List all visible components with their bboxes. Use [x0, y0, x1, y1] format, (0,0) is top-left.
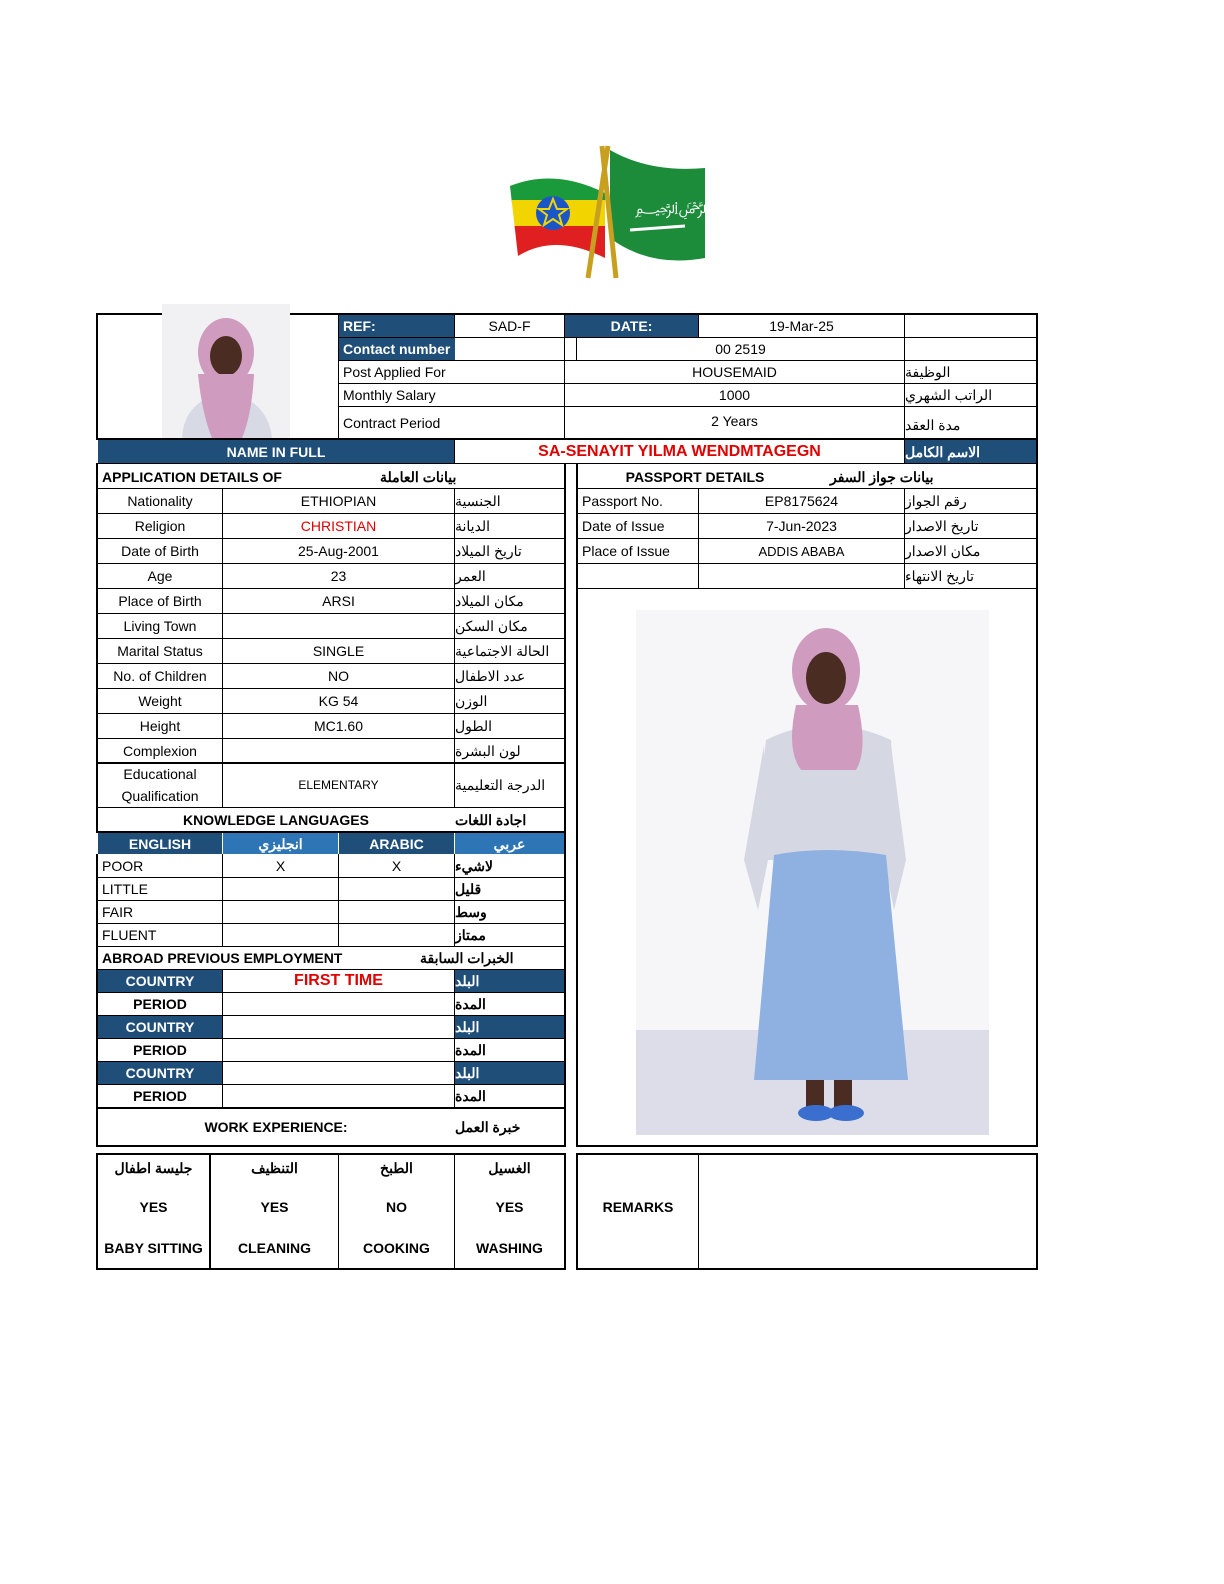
passport-row-label: Date of Issue — [582, 518, 665, 534]
contact-label: Contact number — [339, 338, 455, 360]
svg-text:﷽: ﷽ — [635, 198, 758, 217]
passport-row-value: ADDIS ABABA — [758, 543, 845, 559]
arabic-level-mark — [339, 878, 454, 900]
arabic-header: ARABIC — [339, 833, 454, 854]
country-value — [223, 1016, 454, 1038]
application-row-label-ar: الطول — [455, 718, 493, 734]
contract-value: 2 Years — [711, 413, 758, 429]
skill-label-ar: التنظيف — [251, 1160, 298, 1176]
salary-label: Monthly Salary — [343, 387, 436, 403]
skill-label-ar: الطبخ — [380, 1160, 413, 1176]
application-row-label-ar: مكان الميلاد — [455, 593, 524, 609]
employment-title-ar: الخبرات السابقة — [420, 950, 514, 966]
education-label — [98, 763, 222, 807]
remarks-field[interactable] — [699, 1155, 1036, 1268]
english-level-mark: X — [275, 858, 286, 874]
application-row-label-ar: تاريخ الميلاد — [455, 543, 522, 559]
application-row-label: Religion — [134, 518, 186, 534]
application-row-value: ARSI — [322, 593, 355, 609]
period-label: PERIOD — [133, 1042, 187, 1058]
passport-title-ar: بيانات جواز السفر — [830, 468, 934, 485]
country-label-ar: البلد — [455, 1062, 564, 1084]
application-row-label: Nationality — [127, 493, 193, 509]
application-row-label-ar: الحالة الاجتماعية — [455, 643, 550, 659]
skill-label: WASHING — [476, 1240, 543, 1256]
application-row-value: SINGLE — [312, 643, 365, 659]
application-row-value: MC1.60 — [313, 718, 364, 734]
skill-value: YES — [260, 1199, 289, 1215]
application-row-value: 23 — [330, 568, 347, 584]
language-level-ar: قليل — [455, 881, 482, 897]
application-row-label: No. of Children — [113, 668, 207, 684]
skill-label: BABY SITTING — [104, 1240, 203, 1256]
contact-value: 00 2519 — [715, 341, 766, 357]
ref-value: SAD-F — [488, 318, 531, 334]
country-label-ar: البلد — [455, 970, 564, 992]
country-label: COUNTRY — [98, 1016, 222, 1038]
language-level-ar: لاشيء — [455, 858, 493, 874]
period-label: PERIOD — [133, 996, 187, 1012]
english-header: ENGLISH — [98, 833, 222, 854]
application-row-label-ar: الديانة — [455, 518, 491, 534]
english-level-mark — [223, 901, 338, 923]
contract-label: Contract Period — [343, 415, 441, 431]
arabic-level-mark — [339, 924, 454, 946]
application-row-value: 25-Aug-2001 — [298, 543, 379, 559]
application-row-value — [223, 614, 454, 638]
language-level-ar: ممتاز — [455, 927, 486, 943]
full-name-value: SA-SENAYIT YILMA WENDMTAGEGN — [538, 442, 821, 460]
salary-value: 1000 — [718, 387, 751, 403]
passport-row-value — [699, 564, 904, 588]
language-level: FLUENT — [102, 927, 157, 943]
skill-label: COOKING — [363, 1240, 430, 1256]
language-level-ar: وسط — [455, 904, 487, 920]
period-label: PERIOD — [133, 1088, 187, 1104]
passport-row-label-ar: رقم الجواز — [905, 493, 967, 509]
education-label-line2: Qualification — [121, 788, 199, 804]
post-label: Post Applied For — [343, 364, 446, 380]
application-row-label-ar: مكان السكن — [455, 618, 528, 634]
languages-title: KNOWLEDGE LANGUAGES — [183, 811, 369, 828]
application-row-label: Date of Birth — [121, 543, 199, 559]
country-label: COUNTRY — [98, 970, 222, 992]
post-label-ar: الوظيفة — [905, 364, 951, 380]
skill-value: YES — [139, 1199, 168, 1215]
application-row-label: Weight — [138, 693, 182, 709]
passport-row-label-ar: تاريخ الاصدار — [905, 518, 979, 534]
arabic-level-mark — [339, 901, 454, 923]
period-label-ar: المدة — [455, 1088, 486, 1104]
application-row-label: Marital Status — [117, 643, 203, 659]
name-label: NAME IN FULL — [98, 440, 454, 463]
profile-photo-full — [636, 610, 989, 1135]
name-label-ar: الاسم الكامل — [905, 440, 1036, 463]
application-row-value: CHRISTIAN — [300, 518, 377, 534]
passport-title: PASSPORT DETAILS — [625, 468, 765, 485]
application-row-value: KG 54 — [318, 693, 359, 709]
work-experience-label: WORK EXPERIENCE: — [204, 1119, 348, 1135]
application-row-label: Height — [139, 718, 181, 734]
application-row-label-ar: الجنسية — [455, 493, 501, 509]
post-value: HOUSEMAID — [692, 364, 777, 380]
passport-row-value: 7-Jun-2023 — [766, 518, 837, 534]
education-label-ar: الدرجة التعليمية — [455, 777, 546, 793]
remarks-label: REMARKS — [602, 1199, 674, 1215]
country-value: FIRST TIME — [294, 972, 383, 989]
ref-label: REF: — [339, 315, 454, 337]
period-value — [223, 1085, 454, 1107]
application-title: APPLICATION DETAILS OF — [102, 468, 282, 485]
passport-row-label: Passport No. — [582, 493, 663, 509]
english-header-ar: انجليزي — [223, 833, 338, 854]
application-row-label: Living Town — [123, 618, 197, 634]
application-row-label: Place of Birth — [118, 593, 202, 609]
application-row-value: NO — [328, 668, 349, 684]
arabic-level-mark: X — [391, 858, 402, 874]
country-value — [223, 1062, 454, 1084]
date-value: 19-Mar-25 — [769, 318, 834, 334]
skill-label: CLEANING — [237, 1240, 312, 1256]
skill-value: NO — [386, 1199, 407, 1215]
application-row-label-ar: عدد الاطفال — [455, 668, 526, 684]
education-value: ELEMENTARY — [298, 778, 379, 792]
crossed-flags-logo — [500, 138, 758, 288]
application-row-label-ar: العمر — [455, 568, 486, 584]
languages-title-ar: اجادة اللغات — [455, 811, 527, 828]
application-row-label-ar: الوزن — [455, 693, 488, 709]
passport-row-label-ar: تاريخ الانتهاء — [905, 568, 975, 584]
language-level: POOR — [102, 858, 144, 874]
country-label: COUNTRY — [98, 1062, 222, 1084]
profile-photo-small — [162, 304, 290, 438]
language-level: LITTLE — [102, 881, 148, 897]
country-label-ar: البلد — [455, 1016, 564, 1038]
application-row-label-ar: لون البشرة — [455, 743, 521, 759]
period-label-ar: المدة — [455, 1042, 486, 1058]
application-row-label: Complexion — [123, 743, 197, 759]
employment-title: ABROAD PREVIOUS EMPLOYMENT — [102, 950, 343, 966]
work-experience-label-ar: خبرة العمل — [455, 1119, 521, 1135]
english-level-mark — [223, 924, 338, 946]
passport-row-label-ar: مكان الاصدار — [905, 543, 981, 559]
period-label-ar: المدة — [455, 996, 486, 1012]
period-value — [223, 1039, 454, 1061]
arabic-header-ar: عربي — [455, 833, 564, 854]
contract-label-ar: مدة العقد — [905, 417, 961, 433]
skill-label-ar: الغسيل — [488, 1160, 531, 1176]
skill-value: YES — [495, 1199, 524, 1215]
application-row-label: Age — [147, 568, 173, 584]
date-label: DATE: — [565, 315, 698, 337]
language-level: FAIR — [102, 904, 134, 920]
english-level-mark — [223, 878, 338, 900]
passport-row-value: EP8175624 — [764, 493, 839, 509]
education-label-line1: Educational — [123, 766, 197, 782]
application-title-ar: بيانات العاملة — [380, 468, 457, 485]
application-row-value — [223, 739, 454, 763]
application-row-value: ETHIOPIAN — [300, 493, 377, 509]
period-value — [223, 993, 454, 1015]
passport-row-label: Place of Issue — [582, 543, 670, 559]
passport-row-label — [578, 564, 698, 588]
skill-label-ar: جليسة اطفال — [114, 1160, 193, 1176]
salary-label-ar: الراتب الشهري — [905, 387, 993, 403]
